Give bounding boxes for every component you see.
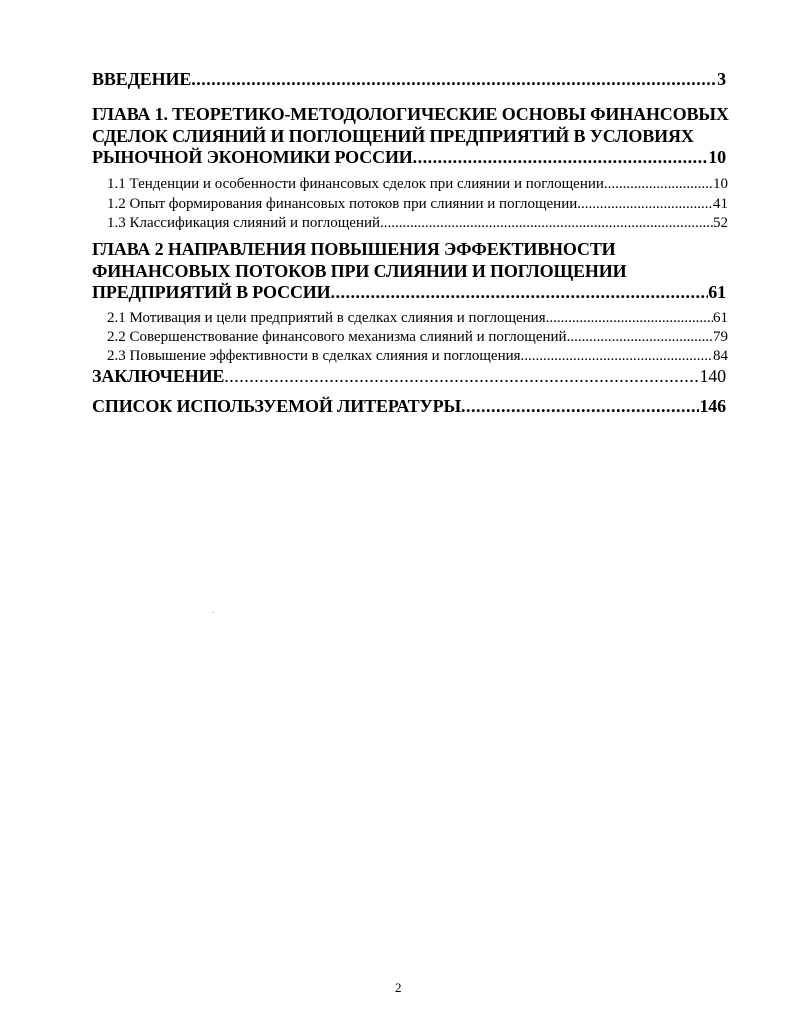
toc-entry-page: 10 xyxy=(713,176,728,192)
dot-leader xyxy=(567,327,713,348)
dot-leader xyxy=(577,194,713,215)
toc-chapter-title-line: ГЛАВА 2 НАПРАВЛЕНИЯ ПОВЫШЕНИЯ ЭФФЕКТИВНОСТИ xyxy=(92,239,616,259)
dot-leader xyxy=(380,213,713,234)
toc-entry-section-2-3 xyxy=(107,346,728,367)
toc-entry-title: ЗАКЛЮЧЕНИЕ xyxy=(92,366,225,386)
toc-entry-section-1-2 xyxy=(107,194,728,215)
toc-entry-title: 2.3 Повышение эффективности в сделках слияния и поглощения xyxy=(107,348,521,364)
toc-entry-bibliography xyxy=(92,396,726,418)
toc-entry-introduction xyxy=(92,69,726,91)
toc-entry-page: 146 xyxy=(699,396,726,416)
scan-speck xyxy=(212,612,214,613)
dot-leader xyxy=(461,396,699,418)
toc-entry-section-2-2 xyxy=(107,327,728,348)
page-number: 2 xyxy=(395,980,402,995)
toc-entry-page: 61 xyxy=(713,310,728,326)
toc-entry-title: 1.3 Классификация слияний и поглощений xyxy=(107,215,381,231)
toc-entry-title: 2.1 Мотивация и цели предприятий в сделках слияния и поглощения xyxy=(107,310,546,326)
toc-chapter-title-line: РЫНОЧНОЙ ЭКОНОМИКИ РОССИИ xyxy=(92,147,413,167)
toc-chapter-title-line: СДЕЛОК СЛИЯНИЙ И ПОГЛОЩЕНИЙ ПРЕДПРИЯТИЙ В УСЛОВИЯХ xyxy=(92,125,694,146)
toc-entry-page: 79 xyxy=(713,329,728,345)
dot-leader xyxy=(224,366,699,388)
toc-entry-section-1-1 xyxy=(107,174,728,195)
toc-entry-page: 61 xyxy=(708,282,726,302)
toc-entry-title: 1.2 Опыт формирования финансовых потоков при слиянии и поглощении xyxy=(107,196,578,212)
toc-chapter-title-line: ПРЕДПРИЯТИЙ В РОССИИ xyxy=(92,282,331,302)
toc-entry-page: 3 xyxy=(717,69,726,89)
toc-entry-section-2-1 xyxy=(107,308,728,329)
toc-entry-title: ВВЕДЕНИЕ xyxy=(92,69,192,89)
toc-entry-conclusion xyxy=(92,366,726,388)
toc-entry-page: 84 xyxy=(713,348,728,364)
dot-leader xyxy=(191,69,717,91)
toc-entry-page: 41 xyxy=(713,196,728,212)
toc-entry-page: 140 xyxy=(699,366,726,386)
toc-entry-section-1-3 xyxy=(107,213,728,234)
toc-entry-page: 52 xyxy=(713,215,728,231)
dot-leader xyxy=(521,346,713,367)
toc-entry-chapter-2 xyxy=(92,239,726,304)
toc-entry-title: СПИСОК ИСПОЛЬЗУЕМОЙ ЛИТЕРАТУРЫ xyxy=(92,396,461,416)
dot-leader xyxy=(413,147,709,169)
toc-entry-page: 10 xyxy=(708,147,726,167)
dot-leader xyxy=(546,308,713,329)
toc-entry-title: 1.1 Тенденции и особенности финансовых сделок при слиянии и поглощении xyxy=(107,176,604,192)
toc-chapter-title-line: ФИНАНСОВЫХ ПОТОКОВ ПРИ СЛИЯНИИ И ПОГЛОЩЕНИИ xyxy=(92,260,627,281)
toc-entry-chapter-1 xyxy=(92,104,729,169)
toc-entry-title: 2.2 Совершенствование финансового механизма слияний и поглощений xyxy=(107,329,567,345)
dot-leader xyxy=(604,174,713,195)
dot-leader xyxy=(331,282,709,304)
toc-chapter-title-line: ГЛАВА 1. ТЕОРЕТИКО-МЕТОДОЛОГИЧЕСКИЕ ОСНОВЫ ФИНАНСОВЫХ xyxy=(92,104,729,124)
